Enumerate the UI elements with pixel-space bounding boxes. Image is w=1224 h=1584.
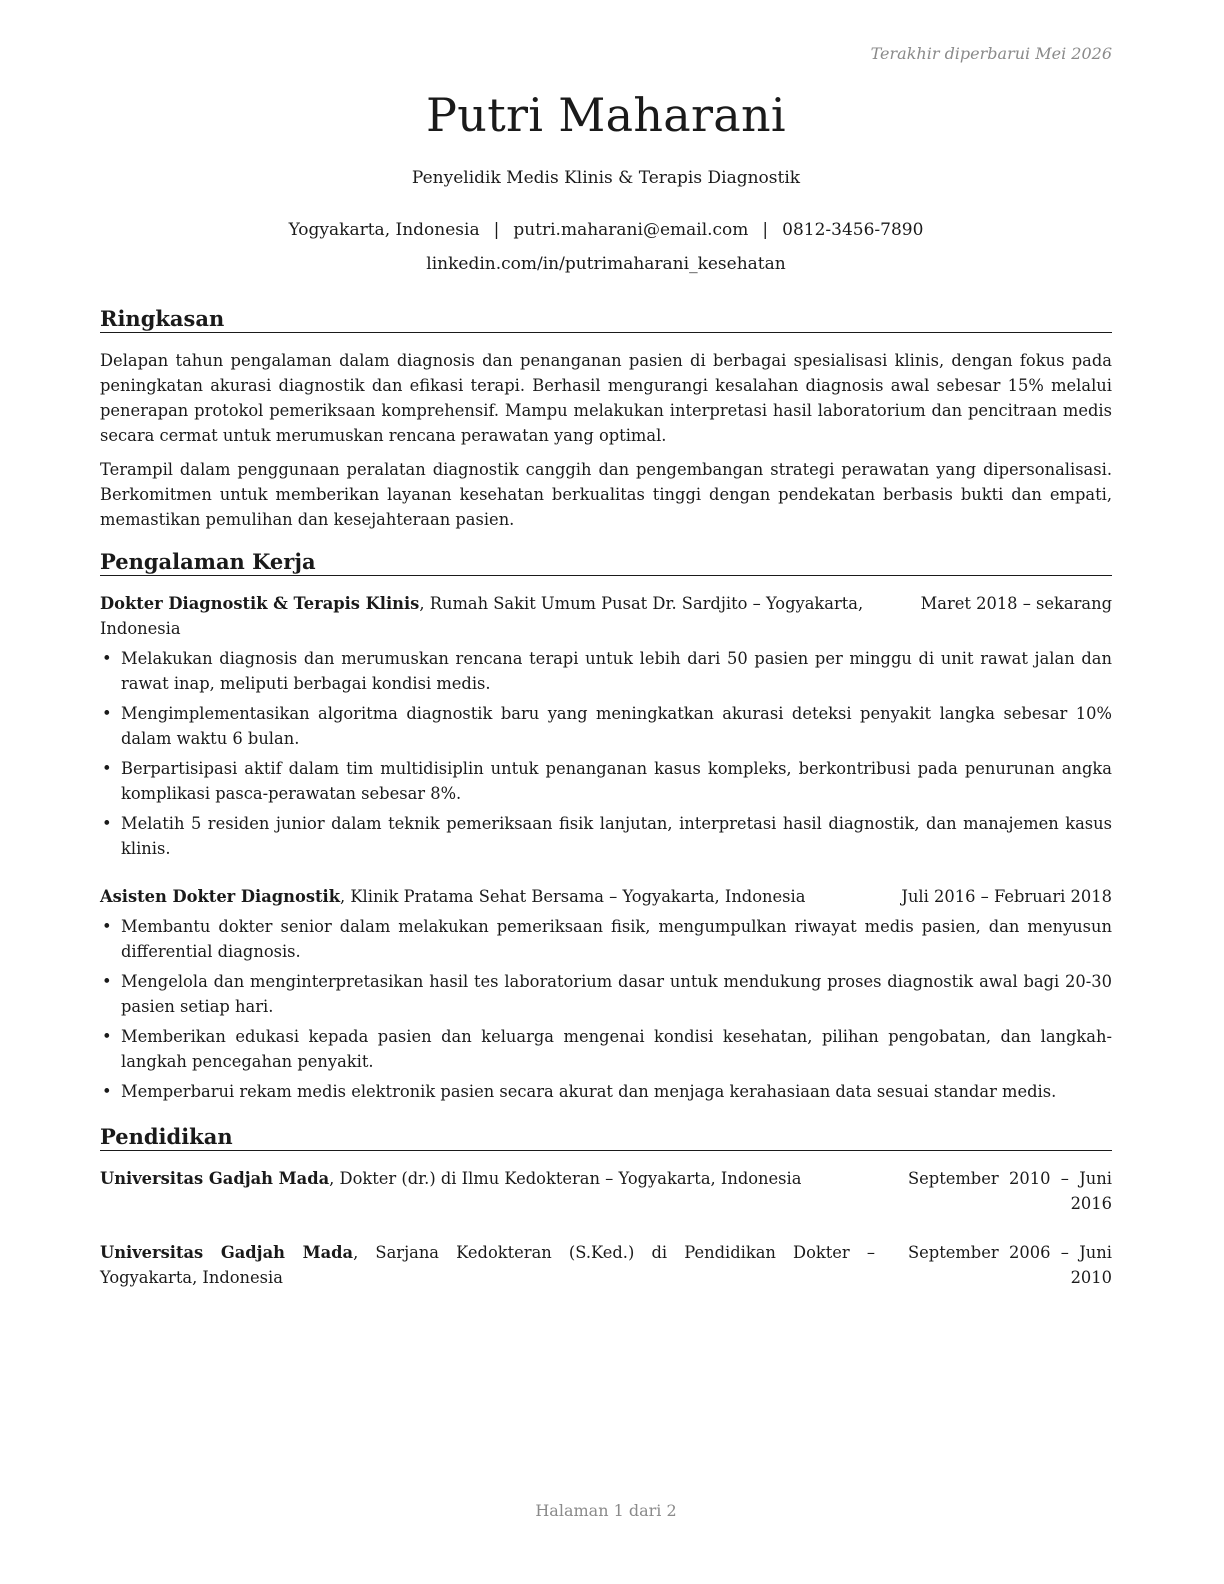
job-organization: , Rumah Sakit Umum Pusat Dr. Sardjito – Yogyakarta, [419, 594, 864, 613]
education-entry [100, 1240, 1112, 1290]
candidate-headline: Penyelidik Medis Klinis & Terapis Diagnostik [411, 168, 801, 188]
section-title-summary: Ringkasan [100, 306, 1112, 333]
job-organization: , Klinik Pratama Sehat Bersama – Yogyakarta, Indonesia [340, 887, 806, 906]
list-item: • Membantu dokter senior dalam melakukan pemeriksaan fisik, mengumpulkan riwayat medis pasien, dan menyusun differential diagnosis. [100, 914, 1112, 964]
job-title-line [100, 591, 863, 641]
contact-line [100, 220, 1112, 240]
list-item: • Melatih 5 residen junior dalam teknik pemeriksaan fisik lanjutan, interpretasi hasil diagnostik, dan manajemen kasus klinis. [100, 811, 1112, 861]
list-item: • Mengimplementasikan algoritma diagnostik baru yang meningkatkan akurasi deteksi penyakit langka sebesar 10% dalam waktu 6 bulan. [100, 701, 1112, 751]
list-item: • Memberikan edukasi kepada pasien dan keluarga mengenai kondisi kesehatan, pilihan pengobatan, dan langkah-langkah pencegahan penyakit. [100, 1024, 1112, 1074]
summary-paragraph-2: Terampil dalam penggunaan peralatan diagnostik canggih dan pengembangan strategi perawatan yang dipersonalisasi. Berkomitmen untuk memberikan layanan kesehatan berkualitas tinggi dengan pendekatan berbasis bukti dan empati, memastikan pemulihan dan kesejahteraan pasien. [100, 460, 1112, 529]
job-organization-cont: Indonesia [100, 619, 181, 638]
job-header [100, 884, 1112, 909]
contact-linkedin[interactable]: linkedin.com/in/putrimaharani_kesehatan [426, 254, 786, 274]
job-title-line [100, 884, 805, 909]
job-role: Dokter Diagnostik & Terapis Klinis [100, 594, 420, 613]
bullet-icon: • [102, 1027, 112, 1046]
contact-phone: 0812-3456-7890 [782, 220, 924, 240]
candidate-name: Putri Maharani [426, 88, 786, 142]
list-item: • Memperbarui rekam medis elektronik pasien secara akurat dan menjaga kerahasiaan data sesuai standar medis. [100, 1079, 1112, 1104]
bullet-icon: • [102, 1082, 112, 1101]
education-entry [100, 1166, 1112, 1216]
contact-location: Yogyakarta, Indonesia [288, 220, 480, 240]
education-title-line [100, 1240, 875, 1265]
education-school: Universitas Gadjah Mada [100, 1243, 354, 1262]
last-updated-note: Terakhir diperbarui Mei 2026 [870, 44, 1112, 63]
job-dates: Juli 2016 – Februari 2018 [901, 887, 1112, 906]
education-degree: , Dokter (dr.) di Ilmu Kedokteran – Yogyakarta, Indonesia [329, 1169, 802, 1188]
job-bullets [100, 646, 1112, 866]
bullet-icon: • [102, 917, 112, 936]
bullet-icon: • [102, 649, 112, 668]
contact-separator: | [493, 220, 500, 240]
summary-paragraph-1: Delapan tahun pengalaman dalam diagnosis dan penanganan pasien di berbagai spesialisasi klinis, dengan fokus pada peningkatan akurasi diagnostik dan efikasi terapi. Berhasil mengurangi kesalahan diagnosis awal sebesar 15% melalui penerapan protokol pemeriksaan komprehensif. Mampu melakukan interpretasi hasil laboratorium dan pencitraan medis secara cermat untuk merumuskan rencana perawatan yang optimal. [100, 351, 1112, 445]
education-dates: September 2010 – Juni 2016 [907, 1169, 1112, 1213]
section-title-education: Pendidikan [100, 1124, 1112, 1151]
job-bullets [100, 914, 1112, 1109]
contact-separator: | [762, 220, 769, 240]
list-item: • Mengelola dan menginterpretasikan hasil tes laboratorium dasar untuk mendukung proses diagnostik awal bagi 20-30 pasien setiap hari. [100, 969, 1112, 1019]
bullet-icon: • [102, 759, 112, 778]
resume-page [100, 0, 1112, 1584]
education-dates: September 2006 – Juni 2010 [907, 1243, 1112, 1287]
job-header [100, 591, 1112, 641]
education-degree: , Sarjana Kedokteran (S.Ked.) di Pendidikan Dokter – [353, 1243, 876, 1262]
education-degree-cont: Yogyakarta, Indonesia [100, 1268, 283, 1287]
list-item: • Berpartisipasi aktif dalam tim multidisiplin untuk penanganan kasus kompleks, berkontribusi pada penurunan angka komplikasi pasca-perawatan sebesar 8%. [100, 756, 1112, 806]
education-school: Universitas Gadjah Mada [100, 1169, 330, 1188]
education-title-line [100, 1166, 801, 1191]
job-role: Asisten Dokter Diagnostik [100, 887, 341, 906]
bullet-icon: • [102, 704, 112, 723]
contact-email[interactable]: putri.maharani@email.com [513, 220, 749, 240]
page-number: Halaman 1 dari 2 [535, 1501, 677, 1520]
section-title-experience: Pengalaman Kerja [100, 549, 1112, 576]
list-item: • Melakukan diagnosis dan merumuskan rencana terapi untuk lebih dari 50 pasien per minggu di unit rawat jalan dan rawat inap, meliputi berbagai kondisi medis. [100, 646, 1112, 696]
job-dates: Maret 2018 – sekarang [920, 594, 1112, 613]
bullet-icon: • [102, 972, 112, 991]
bullet-icon: • [102, 814, 112, 833]
